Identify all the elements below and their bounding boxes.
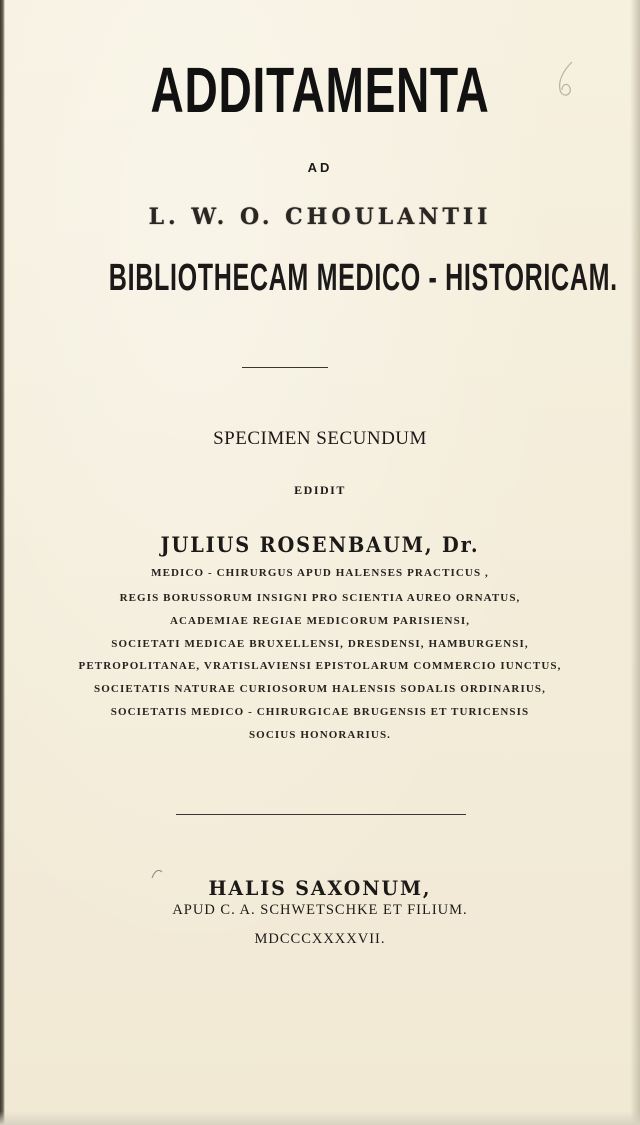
pencil-annotation: [552, 60, 578, 100]
divider-rule-bottom: [176, 814, 466, 815]
page-bottom-edge: [0, 1111, 640, 1125]
preposition-ad: AD: [307, 160, 333, 175]
editor-credential: SOCIUS HONORARIUS.: [248, 729, 392, 741]
divider-rule-top: [242, 367, 328, 368]
imprint-place: HALIS SAXONUM,: [208, 876, 432, 900]
imprint-year: MDCCCXXXXVII.: [254, 931, 386, 947]
editor-credential: PETROPOLITANAE, VRATISLAVIENSI EPISTOLARUM COMMERCIO IUNCTUS,: [78, 660, 562, 672]
specimen-label: SPECIMEN SECUNDUM: [213, 428, 427, 449]
editor-credential: SOCIETATIS MEDICO - CHIRURGICAE BRUGENSIS ET TURICENSIS: [110, 706, 530, 718]
book-subject: BIBLIOTHECAM MEDICO - HISTORICAM.: [108, 257, 618, 299]
editor-credential: SOCIETATI MEDICAE BRUXELLENSI, DRESDENSI, HAMBURGENSI,: [111, 638, 529, 650]
imprint-publisher: APUD C. A. SCHWETSCHKE ET FILIUM.: [172, 902, 468, 918]
editor-credential: REGIS BORUSSORUM INSIGNI PRO SCIENTIA AUREO ORNATUS,: [119, 592, 521, 604]
editor-credential: ACADEMIAE REGIAE MEDICORUM PARISIENSI,: [169, 615, 471, 627]
editor-name: JULIUS ROSENBAUM, Dr.: [160, 532, 480, 557]
referenced-author: L. W. O. CHOULANTII: [148, 204, 492, 230]
editor-credential: SOCIETATIS NATURAE CURIOSORUM HALENSIS SODALIS ORDINARIUS,: [94, 683, 546, 695]
edidit-label: EDIDIT: [294, 483, 346, 497]
editor-credential: MEDICO - CHIRURGUS APUD HALENSES PRACTICUS ,: [151, 567, 489, 579]
book-title: ADDITAMENTA: [150, 54, 490, 126]
